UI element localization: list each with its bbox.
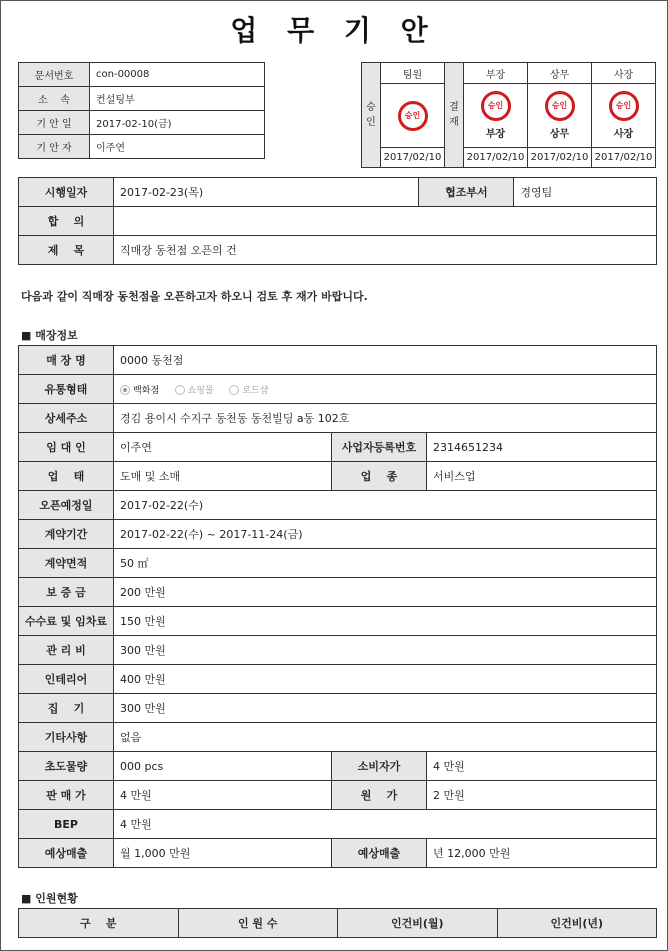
staff-table — [18, 908, 657, 938]
bep-value: 4 만원 — [114, 810, 657, 839]
doc-info-row — [19, 63, 265, 87]
approver-date: 2017/02/10 — [592, 148, 656, 168]
furniture-value: 300 만원 — [114, 694, 657, 723]
initial-qty-value: 000 pcs — [114, 752, 332, 781]
biz-item-label: 업 종 — [332, 462, 427, 491]
approver-role: 사장 — [592, 63, 656, 84]
expected-sales-label: 예상매출 — [19, 839, 114, 868]
doc-info-table — [18, 62, 265, 159]
subject-value: 직매장 동천점 오픈의 건 — [114, 236, 657, 265]
agreement-value — [114, 207, 657, 236]
expected-sales-label: 예상매출 — [332, 839, 427, 868]
department-value: 컨설팅부 — [90, 87, 265, 111]
initial-qty-label: 초도물량 — [19, 752, 114, 781]
biz-type-label: 업 태 — [19, 462, 114, 491]
store-name-label: 매 장 명 — [19, 346, 114, 375]
approval-stamp-icon: 승인 — [481, 91, 511, 121]
area-value: 50 ㎡ — [114, 549, 657, 578]
coop-dept-value: 경영팀 — [514, 178, 657, 207]
store-info-table — [18, 345, 657, 868]
doc-info-row — [19, 111, 265, 135]
drafter-value: 이주연 — [90, 135, 265, 159]
approver-name: 부장 — [485, 129, 506, 140]
biz-no-value: 2314651234 — [427, 433, 657, 462]
staff-header-count: 인 원 수 — [178, 909, 338, 938]
expected-sales-yearly: 년 12,000 만원 — [427, 839, 657, 868]
exec-date-label: 시행일자 — [19, 178, 114, 207]
contract-label: 계약기간 — [19, 520, 114, 549]
approver-name: 상무 — [549, 129, 570, 140]
approver-date: 2017/02/10 — [528, 148, 592, 168]
address-value: 경김 용이시 수지구 동천동 동천빌딩 a동 102호 — [114, 404, 657, 433]
interior-value: 400 만원 — [114, 665, 657, 694]
staff-section-heading: ■ 인원현황 — [21, 892, 78, 905]
team-date: 2017/02/10 — [381, 148, 445, 168]
team-role: 팀원 — [381, 63, 445, 84]
draft-date-value: 2017-02-10(금) — [90, 111, 265, 135]
biz-type-value: 도매 및 소매 — [114, 462, 332, 491]
deposit-label: 보 증 금 — [19, 578, 114, 607]
staff-header-monthly-cost: 인건비(월) — [338, 909, 498, 938]
radio-selected-icon — [120, 385, 130, 395]
subject-label: 제 목 — [19, 236, 114, 265]
intro-text: 다음과 같이 직매장 동천점을 오픈하고자 하오니 검토 후 재가 바랍니다. — [21, 290, 368, 303]
team-stamp-cell[interactable] — [381, 84, 445, 148]
doc-number-value: con-00008 — [90, 63, 265, 87]
staff-header-yearly-cost: 인건비(년) — [497, 909, 657, 938]
doc-info-row — [19, 87, 265, 111]
approver-date: 2017/02/10 — [464, 148, 528, 168]
open-date-label: 오픈예정일 — [19, 491, 114, 520]
contract-value: 2017-02-22(수) ~ 2017-11-24(금) — [114, 520, 657, 549]
doc-info-row — [19, 135, 265, 159]
approver-stamp-cell[interactable] — [464, 84, 528, 148]
radio-option-label: 쇼핑몰 — [187, 385, 214, 396]
etc-label: 기타사항 — [19, 723, 114, 752]
sale-price-value: 4 만원 — [114, 781, 332, 810]
fee-value: 150 만원 — [114, 607, 657, 636]
coop-dept-label: 협조부서 — [419, 178, 514, 207]
exec-date-value: 2017-02-23(목) — [114, 178, 419, 207]
radio-icon — [229, 385, 239, 395]
address-label: 상세주소 — [19, 404, 114, 433]
radio-option-mall[interactable] — [175, 386, 214, 396]
summary-table — [18, 177, 657, 265]
mgmt-fee-label: 관 리 비 — [19, 636, 114, 665]
etc-value: 없음 — [114, 723, 657, 752]
drafter-label: 기 안 자 — [19, 135, 90, 159]
agreement-label: 합 의 — [19, 207, 114, 236]
store-section-heading: ■ 매장정보 — [21, 329, 78, 342]
biz-no-label: 사업자등록번호 — [332, 433, 427, 462]
staff-header-category: 구 분 — [19, 909, 179, 938]
approver-stamp-cell[interactable] — [592, 84, 656, 148]
approver-role: 부장 — [464, 63, 528, 84]
approver-name: 사장 — [613, 129, 634, 140]
interior-label: 인테리어 — [19, 665, 114, 694]
area-label: 계약면적 — [19, 549, 114, 578]
approval-stamp-icon: 승인 — [609, 91, 639, 121]
radio-option-label: 백화점 — [133, 385, 160, 396]
open-date-value: 2017-02-22(수) — [114, 491, 657, 520]
approval-stamp-icon: 승인 — [545, 91, 575, 121]
deposit-value: 200 만원 — [114, 578, 657, 607]
approval-table — [361, 62, 656, 168]
dist-type-radio-group — [114, 375, 657, 404]
fee-label: 수수료 및 임차료 — [19, 607, 114, 636]
radio-option-label: 로드샵 — [242, 385, 269, 396]
approver-stamp-cell[interactable] — [528, 84, 592, 148]
sale-price-label: 판 매 가 — [19, 781, 114, 810]
cost-value: 2 만원 — [427, 781, 657, 810]
decision-side-label: 결 재 — [445, 63, 464, 168]
cost-label: 원 가 — [332, 781, 427, 810]
lessor-value: 이주연 — [114, 433, 332, 462]
radio-icon — [175, 385, 185, 395]
dist-type-label: 유통형태 — [19, 375, 114, 404]
approve-side-label: 승 인 — [362, 63, 381, 168]
furniture-label: 집 기 — [19, 694, 114, 723]
approval-stamp-icon: 승인 — [398, 101, 428, 131]
expected-sales-monthly: 월 1,000 만원 — [114, 839, 332, 868]
consumer-price-value: 4 만원 — [427, 752, 657, 781]
biz-item-value: 서비스업 — [427, 462, 657, 491]
radio-option-dept-store[interactable] — [120, 386, 159, 396]
page-title: 업 무 기 안 — [230, 14, 438, 47]
lessor-label: 임 대 인 — [19, 433, 114, 462]
consumer-price-label: 소비자가 — [332, 752, 427, 781]
approver-role: 상무 — [528, 63, 592, 84]
department-label: 소 속 — [19, 87, 90, 111]
draft-date-label: 기 안 일 — [19, 111, 90, 135]
mgmt-fee-value: 300 만원 — [114, 636, 657, 665]
bep-label: BEP — [19, 810, 114, 839]
radio-option-roadshop[interactable] — [229, 386, 268, 396]
store-name-value: 0000 동천점 — [114, 346, 657, 375]
doc-number-label: 문서번호 — [19, 63, 90, 87]
